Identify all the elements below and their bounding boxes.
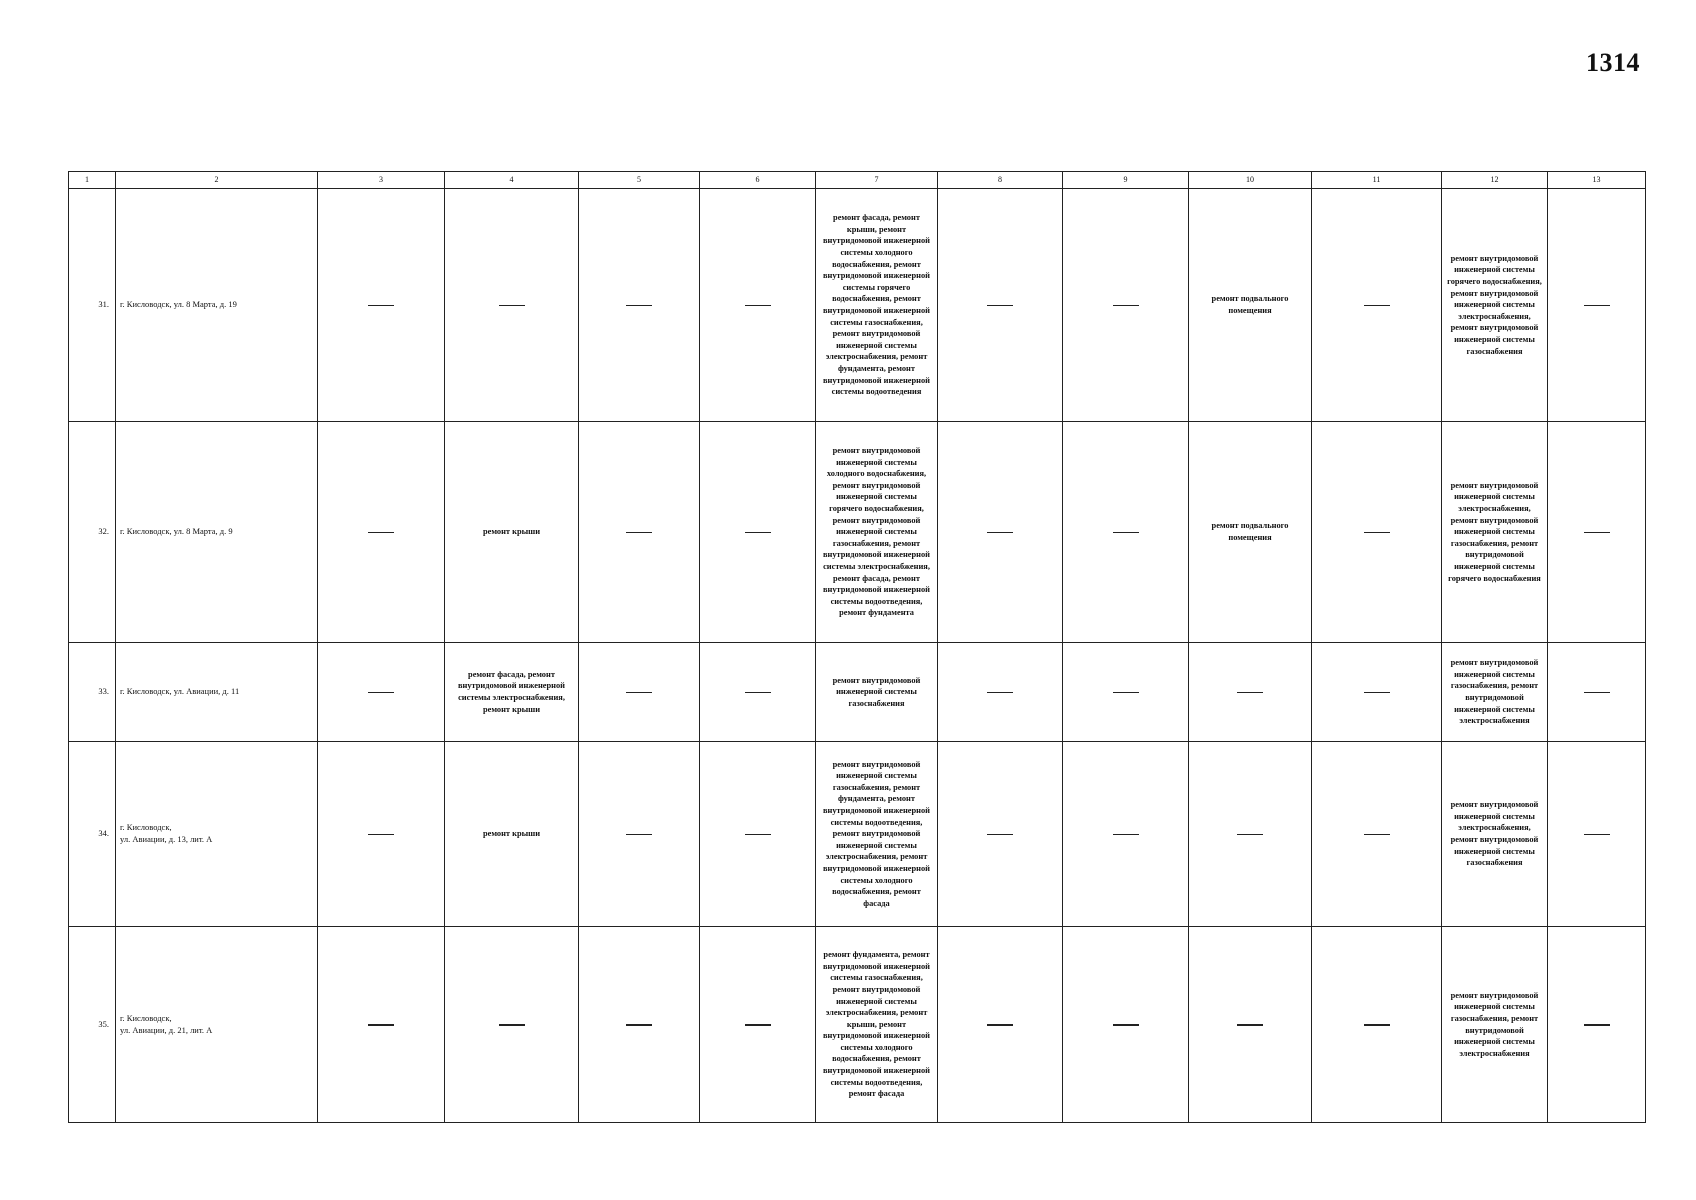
dash-mark [1584,834,1610,836]
row-number: 32. [69,422,116,643]
empty-cell [318,643,445,742]
header-cell-7: 7 [816,172,938,189]
dash-mark [368,532,394,534]
dash-mark [1584,1024,1610,1026]
dash-mark [745,532,771,534]
dash-mark [1113,305,1139,307]
work-description-cell: ремонт внутридомовой инженерной системы газоснабжения, ремонт фундамента, ремонт внутридомовой инженерной системы водоотведения, ремонт внутридомовой инженерной системы электроснабжения, ремонт внутридомовой инженерной системы холодного водоснабжения, ремонт фасада [816,742,938,927]
empty-cell [1312,927,1442,1123]
work-description-cell: ремонт подвального помещения [1189,422,1312,643]
empty-cell [318,189,445,422]
dash-mark [1584,305,1610,307]
empty-cell [579,189,700,422]
work-description-cell: ремонт внутридомовой инженерной системы газоснабжения, ремонт внутридомовой инженерной системы электроснабжения [1442,643,1548,742]
row-number: 33. [69,643,116,742]
empty-cell [318,742,445,927]
table-row [69,927,1646,1123]
address-cell: г. Кисловодск, ул. Авиации, д. 21, лит. А [116,927,318,1123]
dash-mark [745,305,771,307]
table-row [69,643,1646,742]
dash-mark [1364,305,1390,307]
dash-mark [1113,532,1139,534]
header-cell-9: 9 [1063,172,1189,189]
empty-cell [1312,742,1442,927]
empty-cell [1312,643,1442,742]
address-cell: г. Кисловодск, ул. 8 Марта, д. 19 [116,189,318,422]
empty-cell [1063,422,1189,643]
empty-cell [318,422,445,643]
dash-mark [626,532,652,534]
empty-cell [1189,742,1312,927]
dash-mark [1584,532,1610,534]
header-cell-8: 8 [938,172,1063,189]
empty-cell [445,927,579,1123]
dash-mark [1113,692,1139,694]
dash-mark [745,834,771,836]
empty-cell [1548,189,1646,422]
empty-cell [1063,189,1189,422]
table-row [69,189,1646,422]
empty-cell [700,927,816,1123]
dash-mark [987,532,1013,534]
empty-cell [700,742,816,927]
empty-cell [1063,643,1189,742]
dash-mark [1364,532,1390,534]
dash-mark [987,834,1013,836]
work-description-cell: ремонт фасада, ремонт крыши, ремонт внутридомовой инженерной системы холодного водоснабжения, ремонт внутридомовой инженерной системы горячего водоснабжения, ремонт внутридомовой инженерной системы газоснабжения, ремонт внутридомовой инженерной системы электроснабжения, ремонт фундамента, ремонт внутридомовой инженерной системы водоотведения [816,189,938,422]
work-description-cell: ремонт крыши [445,422,579,643]
dash-mark [368,834,394,836]
header-cell-5: 5 [579,172,700,189]
dash-mark [1113,834,1139,836]
dash-mark [987,692,1013,694]
dash-mark [626,692,652,694]
header-cell-4: 4 [445,172,579,189]
empty-cell [318,927,445,1123]
empty-cell [445,189,579,422]
empty-cell [1548,422,1646,643]
header-cell-10: 10 [1189,172,1312,189]
work-description-cell: ремонт внутридомовой инженерной системы горячего водоснабжения, ремонт внутридомовой инженерной системы электроснабжения, ремонт внутридомовой инженерной системы газоснабжения [1442,189,1548,422]
empty-cell [938,742,1063,927]
header-cell-13: 13 [1548,172,1646,189]
dash-mark [499,1024,525,1026]
work-description-cell: ремонт внутридомовой инженерной системы газоснабжения, ремонт внутридомовой инженерной системы электроснабжения [1442,927,1548,1123]
header-cell-1: 1 [69,172,116,189]
empty-cell [579,422,700,643]
page-number: 1314 [1586,48,1640,77]
dash-mark [1364,1024,1390,1026]
dash-mark [1113,1024,1139,1026]
empty-cell [938,422,1063,643]
dash-mark [368,1024,394,1026]
dash-mark [626,834,652,836]
address-cell: г. Кисловодск, ул. Авиации, д. 11 [116,643,318,742]
empty-cell [938,643,1063,742]
dash-mark [987,305,1013,307]
empty-cell [1189,643,1312,742]
empty-cell [579,643,700,742]
empty-cell [1548,742,1646,927]
empty-cell [579,927,700,1123]
empty-cell [1548,927,1646,1123]
dash-mark [626,305,652,307]
empty-cell [1312,189,1442,422]
empty-cell [1312,422,1442,643]
work-description-cell: ремонт внутридомовой инженерной системы электроснабжения, ремонт внутридомовой инженерной системы газоснабжения [1442,742,1548,927]
empty-cell [700,189,816,422]
dash-mark [1237,1024,1263,1026]
column-number-header-row [69,172,1646,189]
row-number: 34. [69,742,116,927]
dash-mark [1237,834,1263,836]
header-cell-11: 11 [1312,172,1442,189]
empty-cell [1063,927,1189,1123]
header-cell-3: 3 [318,172,445,189]
work-description-cell: ремонт внутридомовой инженерной системы электроснабжения, ремонт внутридомовой инженерной системы газоснабжения, ремонт внутридомовой инженерной системы горячего водоснабжения [1442,422,1548,643]
repair-schedule-table [68,171,1646,1123]
header-cell-12: 12 [1442,172,1548,189]
work-description-cell: ремонт крыши [445,742,579,927]
dash-mark [368,692,394,694]
dash-mark [745,692,771,694]
table-row [69,422,1646,643]
empty-cell [1189,927,1312,1123]
dash-mark [626,1024,652,1026]
dash-mark [368,305,394,307]
table-row [69,742,1646,927]
dash-mark [499,305,525,307]
dash-mark [1584,692,1610,694]
address-cell: г. Кисловодск, ул. 8 Марта, д. 9 [116,422,318,643]
row-number: 35. [69,927,116,1123]
dash-mark [1364,834,1390,836]
empty-cell [700,422,816,643]
work-description-cell: ремонт фасада, ремонт внутридомовой инженерной системы электроснабжения, ремонт крыши [445,643,579,742]
work-description-cell: ремонт внутридомовой инженерной системы газоснабжения [816,643,938,742]
header-cell-6: 6 [700,172,816,189]
dash-mark [1364,692,1390,694]
dash-mark [1237,692,1263,694]
header-cell-2: 2 [116,172,318,189]
empty-cell [579,742,700,927]
dash-mark [987,1024,1013,1026]
work-description-cell: ремонт внутридомовой инженерной системы холодного водоснабжения, ремонт внутридомовой инженерной системы горячего водоснабжения, ремонт внутридомовой инженерной системы газоснабжения, ремонт внутридомовой инженерной системы электроснабжения, ремонт фасада, ремонт внутридомовой инженерной системы водоотведения, ремонт фундамента [816,422,938,643]
work-description-cell: ремонт подвального помещения [1189,189,1312,422]
work-description-cell: ремонт фундамента, ремонт внутридомовой инженерной системы газоснабжения, ремонт внутридомовой инженерной системы электроснабжения, ремонт крыши, ремонт внутридомовой инженерной системы холодного водоснабжения, ремонт внутридомовой инженерной системы водоотведения, ремонт фасада [816,927,938,1123]
empty-cell [700,643,816,742]
empty-cell [1548,643,1646,742]
address-cell: г. Кисловодск, ул. Авиации, д. 13, лит. А [116,742,318,927]
empty-cell [1063,742,1189,927]
row-number: 31. [69,189,116,422]
dash-mark [745,1024,771,1026]
empty-cell [938,189,1063,422]
empty-cell [938,927,1063,1123]
